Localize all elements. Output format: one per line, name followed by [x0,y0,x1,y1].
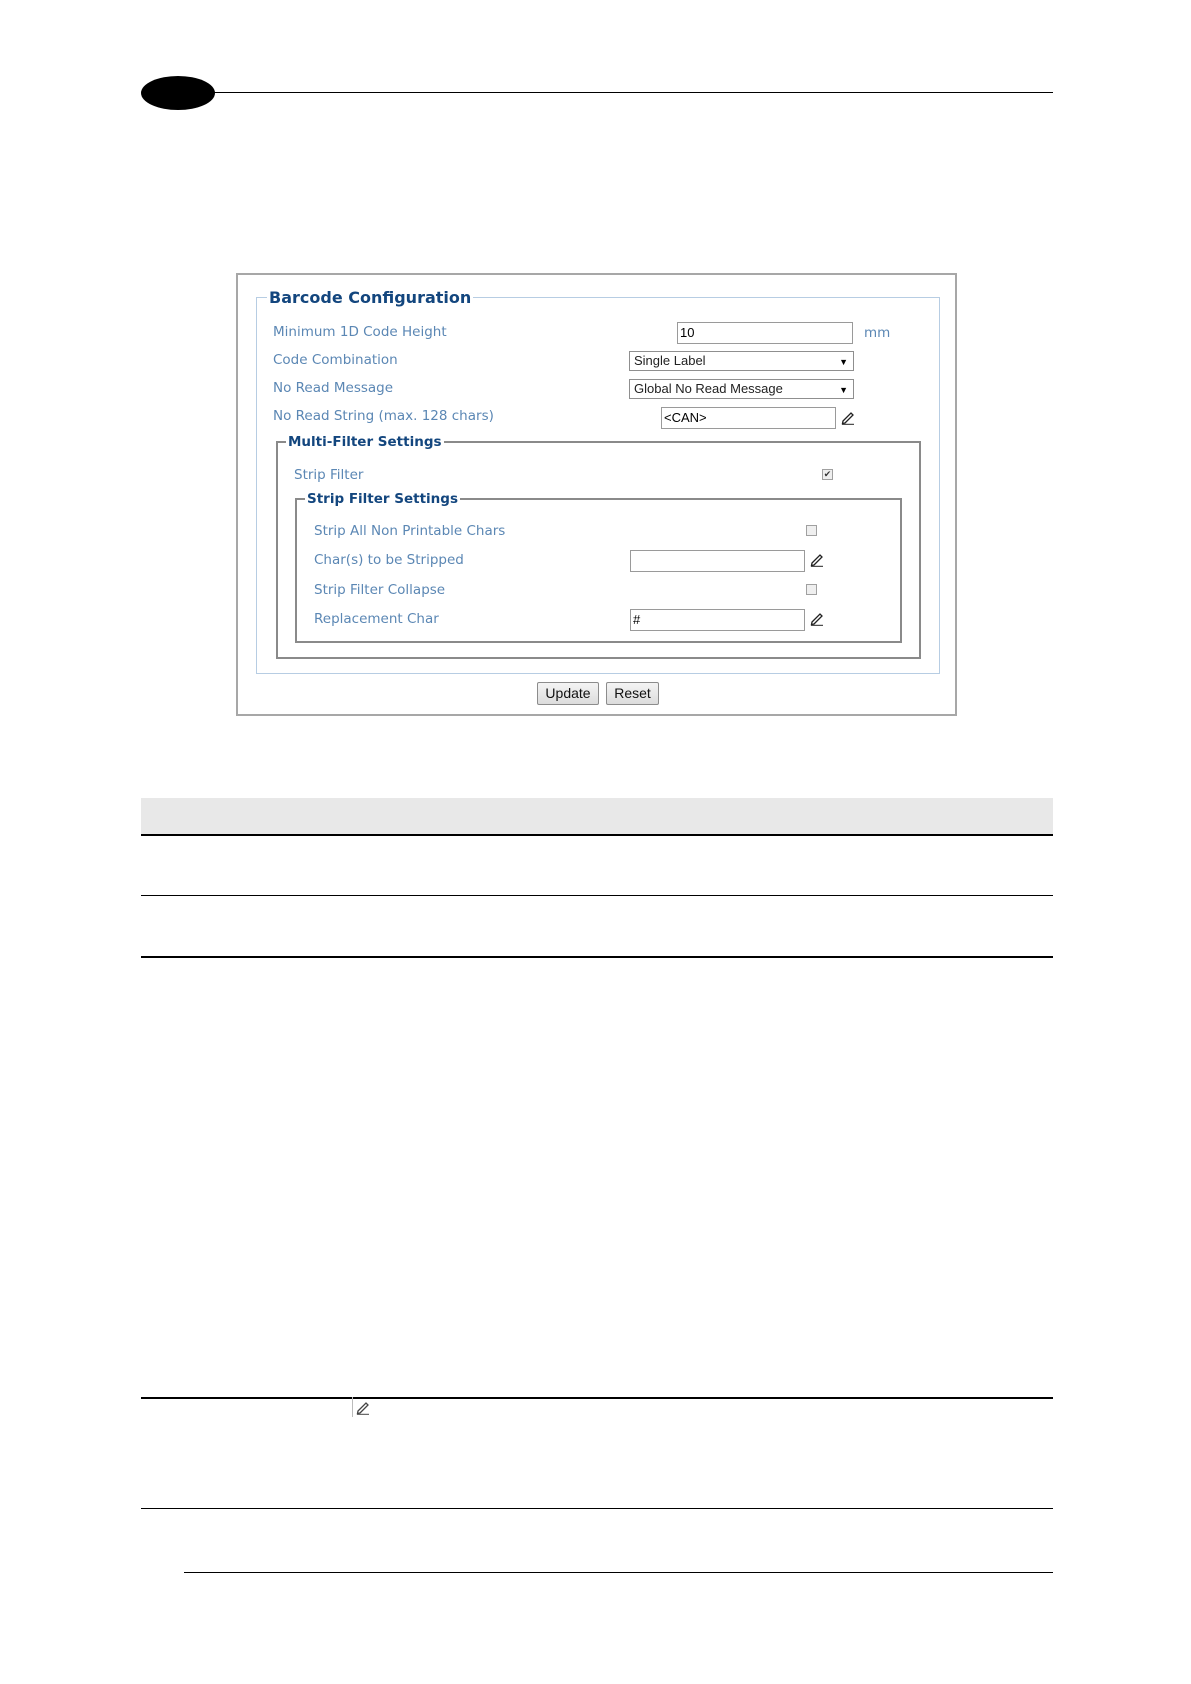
strip-nonprintable-checkbox[interactable] [806,525,817,536]
chapter-marker [141,76,215,110]
chevron-down-icon: ▼ [839,385,848,395]
strip-filter-title: Strip Filter Settings [307,491,458,507]
chars-stripped-input[interactable] [630,550,805,572]
pencil-icon[interactable] [809,610,825,626]
pencil-icon[interactable] [840,409,856,425]
table-rule [141,956,1053,958]
strip-filter-checkbox[interactable] [822,469,833,480]
chevron-down-icon: ▼ [839,357,848,367]
code-combination-value: Single Label [634,353,706,368]
pencil-icon [355,1399,371,1415]
collapse-checkbox[interactable] [806,584,817,595]
header-rule [214,92,1053,93]
footer-rule [184,1572,1053,1573]
table-cell-divider [352,1397,353,1417]
no-read-message-select[interactable] [629,379,854,399]
table-rule [141,895,1053,896]
no-read-string-input[interactable]: <CAN> [661,407,836,429]
code-combination-label: Code Combination [273,352,398,368]
update-button[interactable]: Update [537,682,599,705]
no-read-message-value: Global No Read Message [634,381,783,396]
replacement-label: Replacement Char [314,611,439,627]
min-height-unit: mm [864,325,891,341]
code-combination-select[interactable] [629,351,854,371]
table-rule [141,1397,1053,1399]
no-read-string-label: No Read String (max. 128 chars) [273,408,494,424]
min-height-label: Minimum 1D Code Height [273,324,447,340]
strip-filter-label: Strip Filter [294,467,364,483]
multi-filter-title: Multi-Filter Settings [288,434,442,450]
collapse-label: Strip Filter Collapse [314,582,446,598]
no-read-message-label: No Read Message [273,380,394,396]
chars-stripped-label: Char(s) to be Stripped [314,552,464,568]
panel-title: Barcode Configuration [269,288,472,307]
table-rule [141,1508,1053,1509]
reset-button[interactable]: Reset [606,682,659,705]
check-icon: ✔ [823,469,832,479]
replacement-input[interactable]: # [630,609,805,631]
table-rule [141,834,1053,836]
table-header-band [141,798,1053,834]
min-height-input[interactable]: 10 [677,322,853,344]
strip-nonprintable-label: Strip All Non Printable Chars [314,523,506,539]
pencil-icon[interactable] [809,551,825,567]
